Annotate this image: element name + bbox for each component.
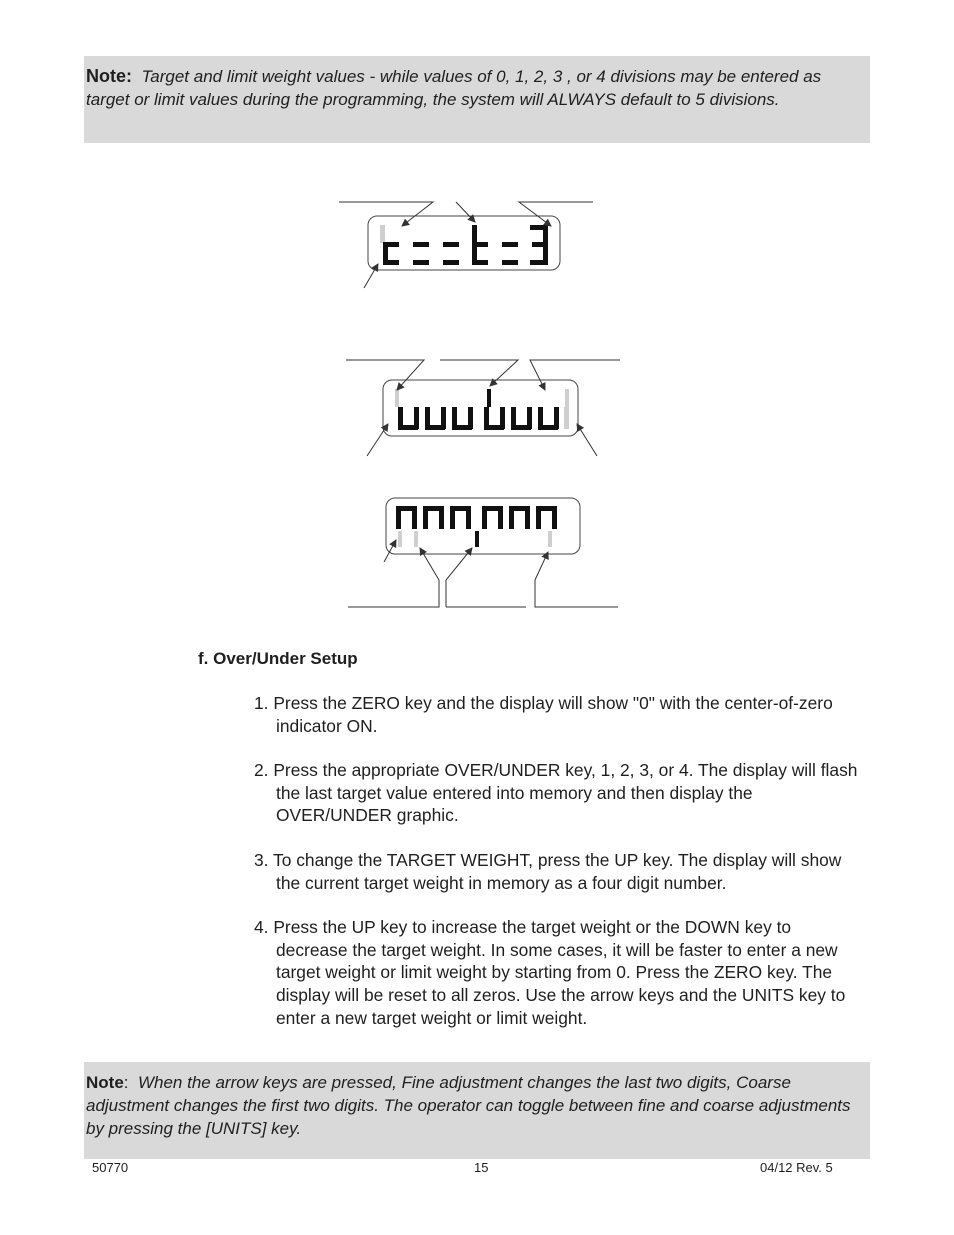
footer-page-number: 15 [474, 1160, 489, 1175]
list-item: 3. To change the TARGET WEIGHT, press the UP key. The display will show the current target weight in memory as a four digit number. [254, 849, 842, 893]
lcd-display-under [346, 360, 620, 456]
note-box-bottom [84, 1062, 870, 1159]
footer-doc-number: 50770 [92, 1160, 129, 1175]
note-text: When the arrow keys are pressed, Fine adjustment changes the last two digits, Coarse adjustment changes the first two digits. The operator can toggle between fine and coarse adjustments by pressing the [UNITS] key. [86, 1073, 851, 1138]
list-item: 2. Press the appropriate OVER/UNDER key, 1, 2, 3, or 4. The display will flash the last target value entered into memory and then display the OVER/UNDER graphic. [254, 760, 858, 826]
list-item: 4. Press the UP key to increase the target weight or the DOWN key to decrease the target weight. In some cases, it will be faster to enter a new target weight or limit weight by starting from 0. Press the ZERO key. The display will be reset to all zeros. Use the arrow keys and the UNITS key to enter a new target weight or limit weight. [254, 917, 846, 1028]
lcd-display-over [348, 498, 618, 607]
note-label: Note [86, 1073, 124, 1092]
note-text: Target and limit weight values - while values of 0, 1, 2, 3 , or 4 divisions may be entered as target or limit values during the programming, the system will ALWAYS default to 5 divisions. [86, 67, 822, 109]
note-colon: : [123, 1073, 129, 1092]
setup-steps-list [254, 692, 864, 1051]
footer-revision: 04/12 Rev. 5 [760, 1160, 833, 1175]
lcd-display-target [339, 202, 593, 288]
list-item: 1. Press the ZERO key and the display will show "0" with the center-of-zero indicator ON. [254, 693, 833, 736]
note-label: Note: [86, 66, 132, 86]
section-title: f. Over/Under Setup [198, 649, 358, 668]
